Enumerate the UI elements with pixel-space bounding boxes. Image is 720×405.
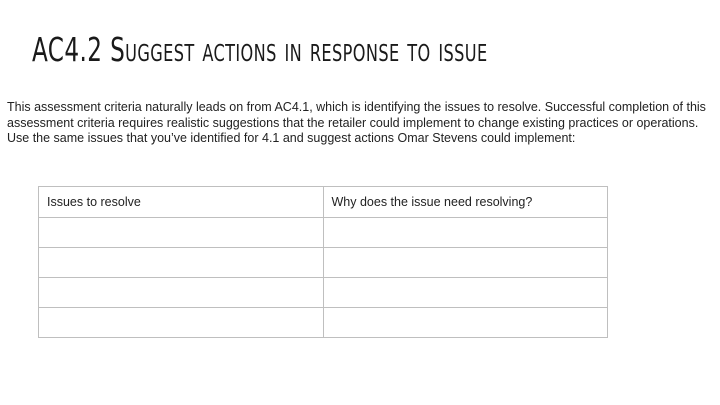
intro-instruction: Use the same issues that you’ve identified for 4.1 and suggest actions Omar Stevens could implement: [7, 131, 576, 145]
issues-table [38, 186, 608, 338]
slide-title: AC4.2 Suggest actions in response to issue [32, 30, 488, 69]
table-cell[interactable] [39, 248, 324, 278]
table-cell[interactable] [323, 248, 608, 278]
table-row [39, 308, 608, 338]
table-cell[interactable] [39, 308, 324, 338]
intro-paragraph: This assessment criteria naturally leads on from AC4.1, which is identifying the issues to resolve. Successful completion of this assessment criteria requires realistic suggestions that the retailer could implement to change existing practices or operations. [7, 100, 706, 130]
table-row [39, 218, 608, 248]
table-cell[interactable] [323, 278, 608, 308]
table-cell[interactable] [39, 218, 324, 248]
table-cell[interactable] [323, 308, 608, 338]
table-cell[interactable] [39, 278, 324, 308]
table-row [39, 278, 608, 308]
header-issues-to-resolve: Issues to resolve [39, 187, 324, 218]
table-header-row [39, 187, 608, 218]
header-why-resolve: Why does the issue need resolving? [323, 187, 608, 218]
intro-text [7, 100, 707, 147]
table-cell[interactable] [323, 218, 608, 248]
table-row [39, 248, 608, 278]
